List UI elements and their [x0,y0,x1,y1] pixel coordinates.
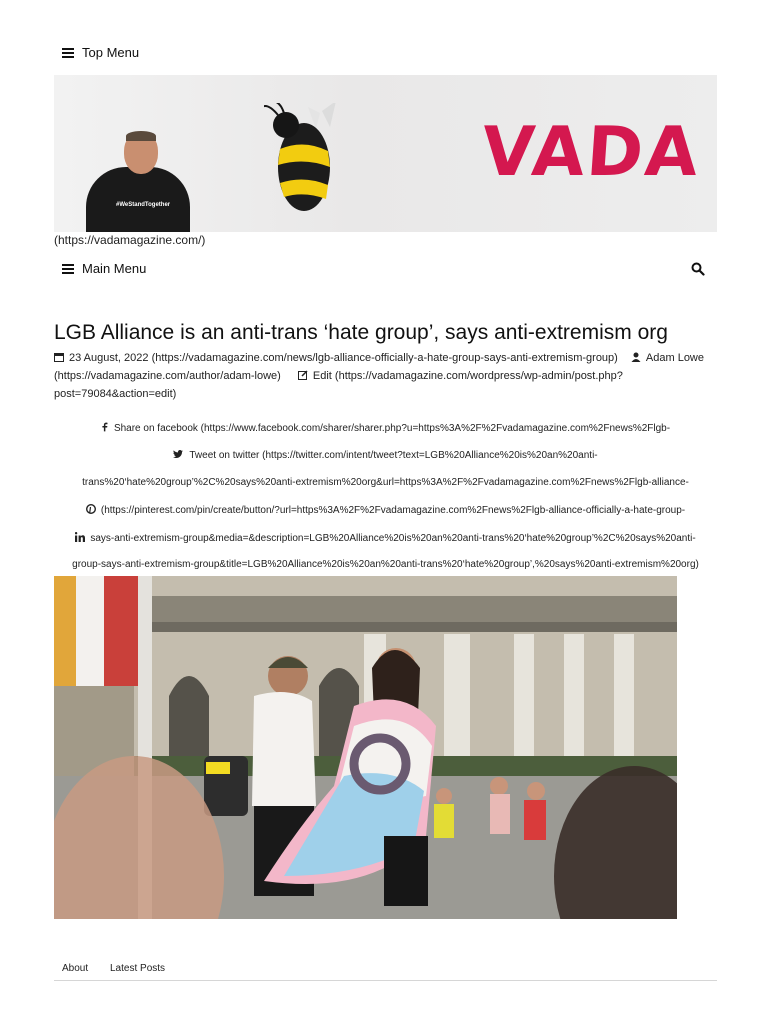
home-link[interactable]: (https://vadamagazine.com/) [54,233,206,247]
search-icon[interactable] [691,262,705,276]
share-title-text: group-says-anti-extremism-group&title=LGB%20Alliance%20is%20an%20anti-trans%20‘hate%20group’,%20says%20anti-extremism%20org) [72,559,699,570]
share-facebook-link[interactable] [54,422,717,434]
twitter-icon [173,450,183,459]
edit-icon [298,370,308,380]
article-meta [54,349,717,403]
share-pinterest-link[interactable] [54,504,717,516]
hamburger-icon [62,264,74,274]
vada-logo: VADA [479,113,703,192]
pinterest-icon [86,504,96,514]
share-facebook-text: Share on facebook (https://www.facebook.com/sharer/sharer.php?u=https%3A%2F%2Fvadamagazine.com%2Fnews%2Flgb- [113,423,671,434]
banner-shirt-text: #WeStandTogether [116,202,171,208]
calendar-icon [54,352,64,362]
banner-person-body [86,167,190,232]
share-twitter-link[interactable] [54,450,717,461]
share-pinterest-text: (https://pinterest.com/pin/create/button/?url=https%3A%2F%2Fvadamagazine.com%2Fnews%2Flgb-alliance-officially-a-hate-group- [100,505,686,516]
footer-nav [54,962,717,981]
site-banner[interactable] [54,75,717,232]
footer-about-link[interactable]: About [62,963,89,974]
share-linkedin-text: says-anti-extremism-group&media=&description=LGB%20Alliance%20is%20an%20anti-trans%20‘hate%20group’%2C%20says%20anti- [90,533,696,544]
user-icon [631,352,641,362]
top-menu-toggle[interactable] [62,45,139,60]
share-title-line[interactable] [54,559,717,570]
main-menu-toggle[interactable] [62,261,146,276]
share-url-text: trans%20‘hate%20group’%2C%20says%20anti-extremism%20org&url=https%3A%2F%2Fvadamagazine.com%2Fnews%2Flgb-alliance- [82,477,689,488]
top-menu-label: Top Menu [82,45,140,60]
article-title: LGB Alliance is an anti-trans ‘hate group’, says anti-extremism org [54,321,668,344]
article-featured-image [54,576,677,919]
share-linkedin-link[interactable] [54,532,717,544]
article-author-link[interactable]: Adam Lowe (https://vadamagazine.com/author/adam-lowe) [54,352,704,382]
main-menu-label: Main Menu [82,261,147,276]
linkedin-icon [75,532,85,542]
footer-latest-posts-link[interactable]: Latest Posts [110,963,166,974]
share-twitter-text: Tweet on twitter (https://twitter.com/intent/tweet?text=LGB%20Alliance%20is%20an%20anti- [189,450,598,461]
bee-illustration [264,103,344,215]
banner-person-hair [126,131,156,141]
article-edit-link[interactable]: Edit (https://vadamagazine.com/wordpress/wp-admin/post.php?post=79084&action=edit) [54,370,623,400]
article-date-link[interactable]: 23 August, 2022 (https://vadamagazine.com/news/lgb-alliance-officially-a-hate-group-says-anti-extremism-group) [69,352,618,364]
facebook-icon [101,422,108,432]
hamburger-icon [62,48,74,58]
share-twitter-url-line[interactable] [54,477,717,488]
